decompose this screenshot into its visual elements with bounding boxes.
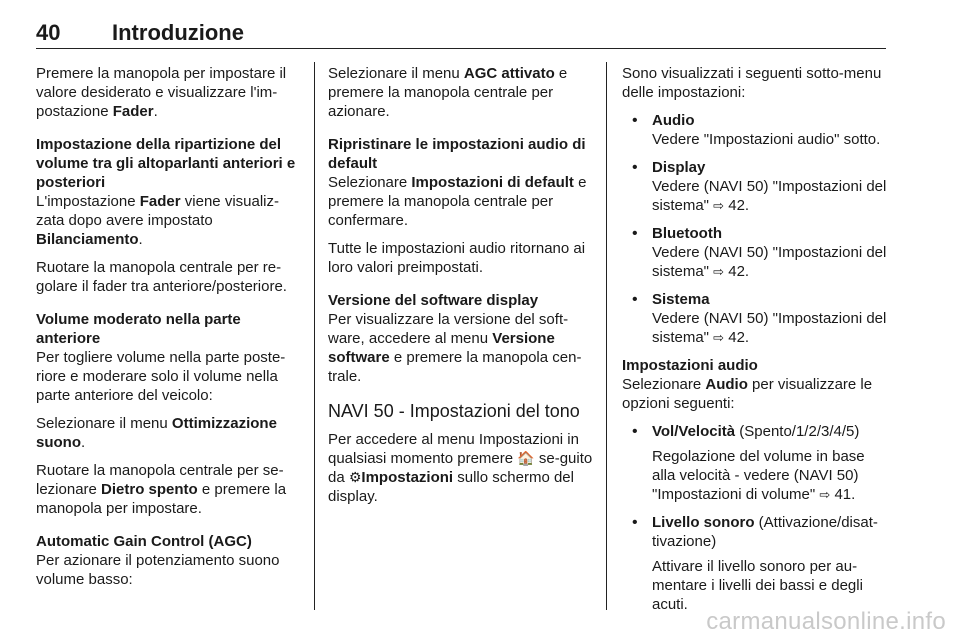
page-reference-icon: ⇨ (713, 198, 725, 213)
submenu-list (622, 111, 888, 347)
page-header (36, 18, 886, 49)
list-item: • Sistema Vedere (NAVI 50) "Impostazioni del sistema" ⇨ 42. (622, 290, 888, 347)
paragraph: Per togliere volume nella parte poste-riore e moderare solo il volume nella parte anteriore del veicolo: (36, 349, 286, 404)
chapter-heading-tone: NAVI 50 - Impostazioni del tono (328, 401, 580, 421)
page-reference-icon: ⇨ (713, 264, 725, 279)
paragraph: Selezionare Audio per visualizzare le opzioni seguenti: (622, 376, 873, 412)
list-item: • Vol/Velocità (Spento/1/2/3/4/5) Regolazione del volume in base alla velocità - vedere (NAVI 50) "Impostazioni di volume" ⇨ 41. (622, 422, 888, 504)
paragraph: L'impostazione Fader viene visualiz-zata dopo avere impostato Bilanciamento. (36, 193, 279, 248)
paragraph: Premere la manopola per impostare il valore desiderato e visualizzare l'im-postazione Fader. (36, 65, 287, 120)
home-icon: 🏠 (517, 450, 535, 466)
paragraph: Ruotare la manopola centrale per re-golare il fader tra anteriore/posteriore. (36, 259, 287, 295)
page-title: Introduzione (112, 20, 244, 45)
page-reference-icon: ⇨ (713, 330, 725, 345)
section-heading-front-volume: Volume moderato nella parte anteriore (36, 311, 241, 347)
column-1 (36, 64, 300, 598)
paragraph: Selezionare il menu AGC attivato e premere la manopola centrale per azionare. (328, 65, 568, 120)
paragraph: Per azionare il potenziamento suono volume basso: (36, 552, 280, 588)
list-item: • Livello sonoro (Attivazione/disat-tivazione) Attivare il livello sonoro per au-mentare i livelli dei bassi e degli acuti. (622, 513, 888, 614)
paragraph: Selezionare il menu Ottimizzazione suono. (36, 415, 277, 451)
list-item: • Bluetooth Vedere (NAVI 50) "Impostazioni del sistema" ⇨ 42. (622, 224, 888, 281)
audio-options-list (622, 422, 888, 614)
column-divider (314, 62, 315, 610)
paragraph: Per accedere al menu Impostazioni in qualsiasi momento premere 🏠 se-guito da ⚙Impostazioni sullo schermo del display. (328, 431, 593, 505)
paragraph: Ruotare la manopola centrale per se-lezionare Dietro spento e premere la manopola per impostare. (36, 462, 287, 517)
gear-icon: ⚙ (348, 469, 362, 485)
section-heading-fader: Impostazione della ripartizione del volume tra gli altoparlanti anteriori e posteriori (36, 136, 296, 191)
watermark: carmanualsonline.info (706, 608, 946, 635)
column-3 (622, 64, 888, 623)
list-item: • Display Vedere (NAVI 50) "Impostazioni del sistema" ⇨ 42. (622, 158, 888, 215)
paragraph: Sono visualizzati i seguenti sotto-menu delle impostazioni: (622, 65, 882, 101)
paragraph: Tutte le impostazioni audio ritornano ai loro valori preimpostati. (328, 240, 586, 276)
column-2 (328, 64, 596, 515)
page-reference-icon: ⇨ (819, 487, 831, 502)
section-heading-audio-settings: Impostazioni audio (622, 357, 758, 374)
section-heading-agc: Automatic Gain Control (AGC) (36, 533, 252, 550)
section-heading-reset: Ripristinare le impostazioni audio di default (328, 136, 586, 172)
paragraph: Selezionare Impostazioni di default e premere la manopola centrale per confermare. (328, 174, 587, 229)
paragraph: Per visualizzare la versione del soft-ware, accedere al menu Versione software e premere la manopola cen-trale. (328, 311, 582, 385)
section-heading-software-version: Versione del software display (328, 292, 539, 309)
list-item: • Audio Vedere "Impostazioni audio" sotto. (622, 111, 888, 149)
page-number: 40 (36, 20, 61, 45)
column-divider (606, 62, 607, 610)
